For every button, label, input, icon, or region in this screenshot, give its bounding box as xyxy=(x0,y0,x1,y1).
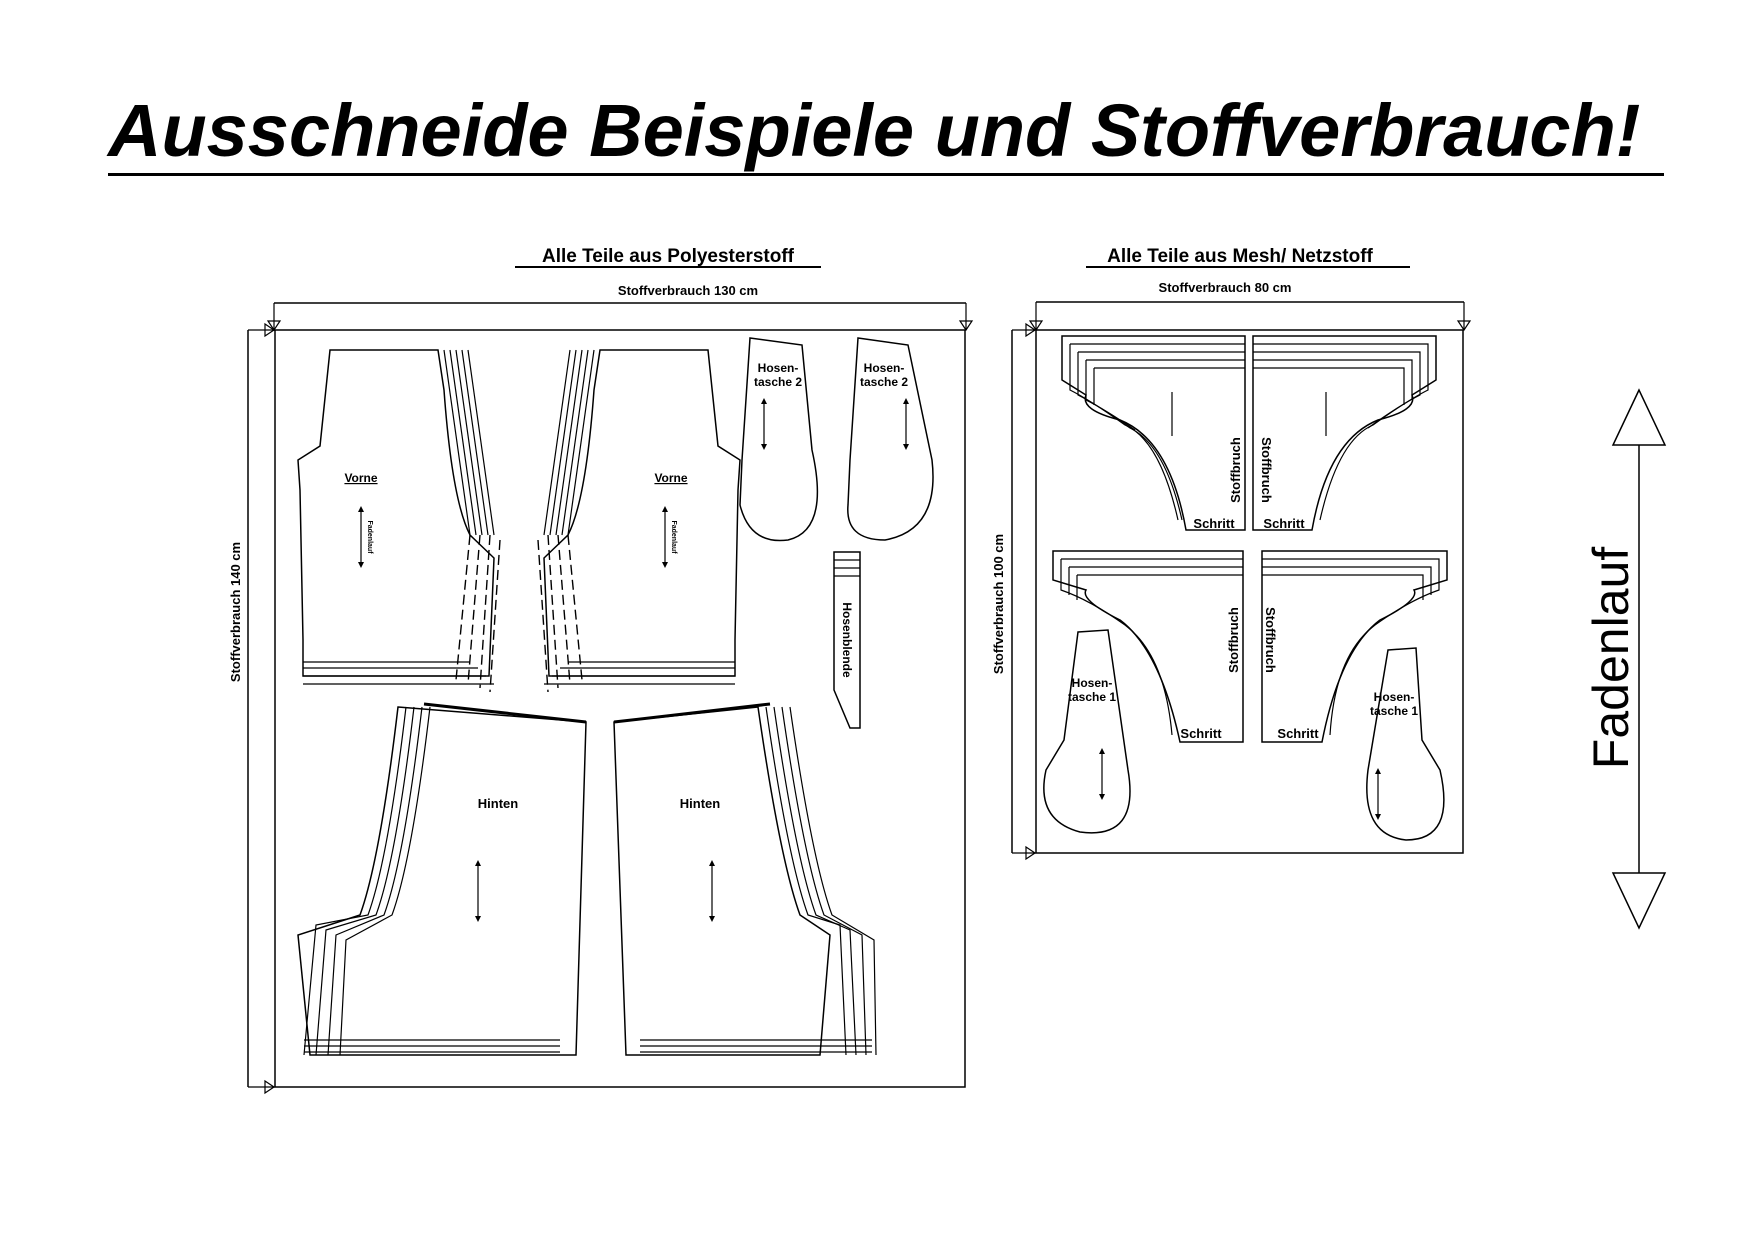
hosenblende-piece xyxy=(834,552,860,728)
pocket2-label-left-line2: tasche 2 xyxy=(753,375,803,389)
grain-direction-indicator xyxy=(1583,390,1665,928)
grain-arrow-up-icon xyxy=(1613,390,1665,445)
right-width-label: Stoffverbrauch 80 cm xyxy=(1158,280,1292,295)
grain-direction-label: Fadenlauf xyxy=(1583,546,1639,770)
left-layout-heading: Alle Teile aus Polyesterstoff xyxy=(541,246,795,267)
vorne-label-left: Vorne xyxy=(344,471,378,485)
hinten-label-right: Hinten xyxy=(679,796,721,811)
left-layout xyxy=(228,246,972,1093)
pocket2-label-left-line1: Hosen- xyxy=(757,361,799,375)
vorne-grain-label-right: Fadenlauf xyxy=(670,520,677,554)
vorne-piece-right xyxy=(538,350,740,692)
pocket2-label-right-line2: tasche 2 xyxy=(859,375,909,389)
grain-arrow-down-icon xyxy=(1613,873,1665,928)
right-layout xyxy=(991,246,1470,859)
schritt-label-br: Schritt xyxy=(1277,726,1319,741)
schritt-label-tr: Schritt xyxy=(1263,516,1305,531)
pocket2-piece-right xyxy=(848,338,933,540)
mesh-piece-top-right xyxy=(1253,336,1436,531)
mesh-piece-bottom-left xyxy=(1053,551,1243,742)
left-height-label: Stoffverbrauch 140 cm xyxy=(228,541,243,683)
pocket1-piece-left xyxy=(1044,630,1130,833)
hosenblende-label: Hosenblende xyxy=(840,602,854,678)
pocket1-label-left-line2: tasche 1 xyxy=(1067,690,1117,704)
right-layout-heading: Alle Teile aus Mesh/ Netzstoff xyxy=(1107,246,1373,267)
vorne-label-right: Vorne xyxy=(654,471,688,485)
pocket1-label-left-line1: Hosen- xyxy=(1071,676,1113,690)
right-height-label: Stoffverbrauch 100 cm xyxy=(991,533,1006,675)
vorne-piece-left xyxy=(298,350,500,692)
schritt-label-bl: Schritt xyxy=(1180,726,1222,741)
stoffbruch-label-tr: Stoffbruch xyxy=(1259,437,1274,503)
schritt-label-tl: Schritt xyxy=(1193,516,1235,531)
stoffbruch-label-bl: Stoffbruch xyxy=(1226,607,1241,673)
left-fabric-area xyxy=(275,330,965,1087)
hinten-label-left: Hinten xyxy=(477,796,519,811)
stoffbruch-label-br: Stoffbruch xyxy=(1263,607,1278,673)
pocket2-piece-left xyxy=(740,338,817,541)
mesh-piece-bottom-right xyxy=(1262,551,1447,742)
vorne-grain-label-left: Fadenlauf xyxy=(366,520,373,554)
mesh-piece-top-left xyxy=(1062,336,1245,531)
hinten-piece-left xyxy=(298,704,586,1055)
hinten-piece-right xyxy=(614,704,876,1055)
pocket2-label-right-line1: Hosen- xyxy=(863,361,905,375)
pocket1-piece-right xyxy=(1367,648,1444,840)
pocket1-label-right-line2: tasche 1 xyxy=(1369,704,1419,718)
stoffbruch-label-tl: Stoffbruch xyxy=(1228,437,1243,503)
page-title: Ausschneide Beispiele und Stoffverbrauch! xyxy=(108,89,1641,172)
pocket1-label-right-line1: Hosen- xyxy=(1373,690,1415,704)
left-width-label: Stoffverbrauch 130 cm xyxy=(617,283,759,298)
